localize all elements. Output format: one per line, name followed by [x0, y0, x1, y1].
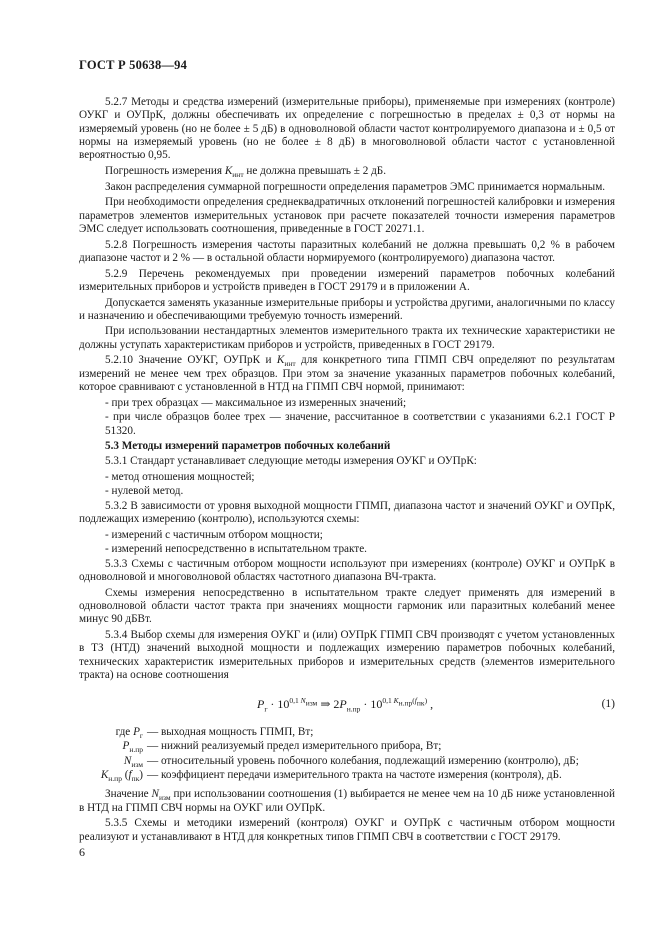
list-item: - метод отношения мощностей;	[105, 470, 255, 483]
paragraph-nonstandard: При использовании нестандартных элементов измерительного тракта их технические характеристики не должны уступать характеристикам приборов и устройств, приведенных в ГОСТ 29179.	[79, 325, 615, 351]
formula-1	[79, 690, 615, 720]
page-number: 6	[79, 845, 85, 859]
list-item: - измерений непосредственно в испытательном тракте.	[105, 543, 367, 556]
paragraph-5-3-4: 5.3.4 Выбор схемы для измерения ОУКГ и (или) ОУПрК ГПМП СВЧ производят с учетом установленных в ТЗ (НТД) значений выходной мощности и подлежащих измерению параметров побочных колебаний, технических характеристик измерительных приборов и измерительных средств (элементов измерительного тракта) на основе соотношения	[79, 629, 615, 681]
definition-row: где $P_г$ — выходная мощность ГПМП, Вт;	[115, 726, 314, 741]
list-item: - при трех образцах — максимальное из измеренных значений;	[105, 396, 407, 409]
paragraph-5-3-2: 5.3.2 В зависимости от уровня выходной мощности ГПМП, диапазона частот и значений ОУКГ и ОУПрК, подлежащих измерению (контролю), используются схемы:	[79, 499, 615, 526]
list-item: - измерений с частичным отбором мощности;	[105, 528, 323, 541]
list-item: - нулевой метод.	[105, 485, 184, 498]
paragraph-5-2-9: 5.2.9 Перечень рекомендуемых при проведении измерений параметров побочных колебаний измерительных приборов и устройств приведен в ГОСТ 29179 и в приложении А.	[79, 267, 615, 293]
paragraph-rms-deviation: При необходимости определения среднеквадратичных отклонений погрешностей калибровки и измерения параметров элементов измерительных установок при расчете показателей точности измерения параметров ЭМС следует использовать соотношения, приведенные в ГОСТ 20271.1.	[79, 196, 615, 235]
page-header: ГОСТ Р 50638—94	[79, 58, 188, 72]
formula-expression: $P_г \cdot 10^{0,1 N_{изм}}$ ⇒ $2P_{н.пр} \cdot 10^{0,1 K_{н.пр}(f_{пк})}$ ,	[257, 696, 434, 714]
paragraph-nizm: Значение $N_{изм}$ при использовании соотношения (1) выбирается не менее чем на 10 дБ ниже установленной в НТД на ГПМП СВЧ нормы на ОУКГ или ОУПрК.	[79, 788, 616, 814]
paragraph-5-3-5: 5.3.5 Схемы и методики измерений (контроля) ОУКГ и ОУПрК с частичным отбором мощности реализуют и устанавливают в НТД для конкретных типов ГПМП СВЧ в соответствии с ГОСТ 29179.	[79, 817, 615, 843]
list-item: - при числе образцов более трех — значение, рассчитанное в соответствии с указаниями 6.2.1 ГОСТ Р 51320.	[105, 411, 615, 437]
definition-row: $K_{н.пр}$ $(f_{пк})$ — коэффициент передачи измерительного тракта на частоте измерения (контроля), дБ.	[100, 769, 562, 784]
paragraph-kint: Погрешность измерения $K_{инт}$ не должна превышать ± 2 дБ.	[105, 164, 387, 180]
paragraph-5-3-3: 5.3.3 Схемы с частичным отбором мощности используют при измерениях (контроле) ОУКГ и ОУПрК в одноволновой и многоволновой областях частотного диапазона ВЧ-тракта.	[79, 557, 615, 584]
paragraph-distribution-law: Закон распределения суммарной погрешности определения параметров ЭМС принимается нормальным.	[105, 180, 606, 193]
paragraph-5-2-7: 5.2.7 Методы и средства измерений (измерительные приборы), применяемые при измерениях (контроле) ОУКГ и ОУПрК, должны обеспечивать их определение с погрешностью в пределах ± 0,3 от нормы на измеряемый уровень (но не более ± 5 дБ) в одноволновой области частот контролируемого диапазона и ± 0,5 от нормы на измеряемый уровень (но не более ± 8 дБ) в многоволновой области частот с установленной вероятностью 0,95.	[79, 96, 615, 162]
definition-row: $P_{н.пр}$ — нижний реализуемый предел измерительного прибора, Вт;	[122, 740, 442, 755]
paragraph-5-2-10: 5.2.10 Значение ОУКГ, ОУПрК и $K_{инт}$ для конкретного типа ГПМП СВЧ определяют по результатам измерений не менее чем трех образцов. При этом за значение указанных параметров побочных колебаний, которое сравнивают с установленной в НТД на ГПМП СВЧ нормой, принимают:	[79, 354, 616, 394]
formula-number: (1)	[601, 698, 615, 711]
paragraph-5-3-1: 5.3.1 Стандарт устанавливает следующие методы измерения ОУКГ и ОУПрК:	[105, 455, 477, 468]
definition-row: $N_{изм}$ — относительный уровень побочного колебания, подлежащий измерению (контролю), дБ;	[123, 754, 579, 770]
paragraph-direct-scheme: Схемы измерения непосредственно в испытательном тракте следует применять для измерений в одноволновой области частот тракта при значениях мощности гармоник или паразитных колебаний менее минус 90 дБВт.	[79, 586, 615, 626]
document-body	[79, 96, 615, 846]
section-heading-5-3: 5.3 Методы измерений параметров побочных колебаний	[105, 439, 391, 452]
formula-definitions	[79, 726, 615, 782]
paragraph-5-2-8: 5.2.8 Погрешность измерения частоты паразитных колебаний не должна превышать 0,2 % в рабочем диапазоне частот и 2 % — в остальной области нормируемого (контролируемого) диапазона частот.	[79, 238, 615, 264]
paragraph-replacement: Допускается заменять указанные измерительные приборы и устройства другими, аналогичными по классу и назначению и обеспечивающими требуемую точность измерений.	[79, 296, 615, 322]
